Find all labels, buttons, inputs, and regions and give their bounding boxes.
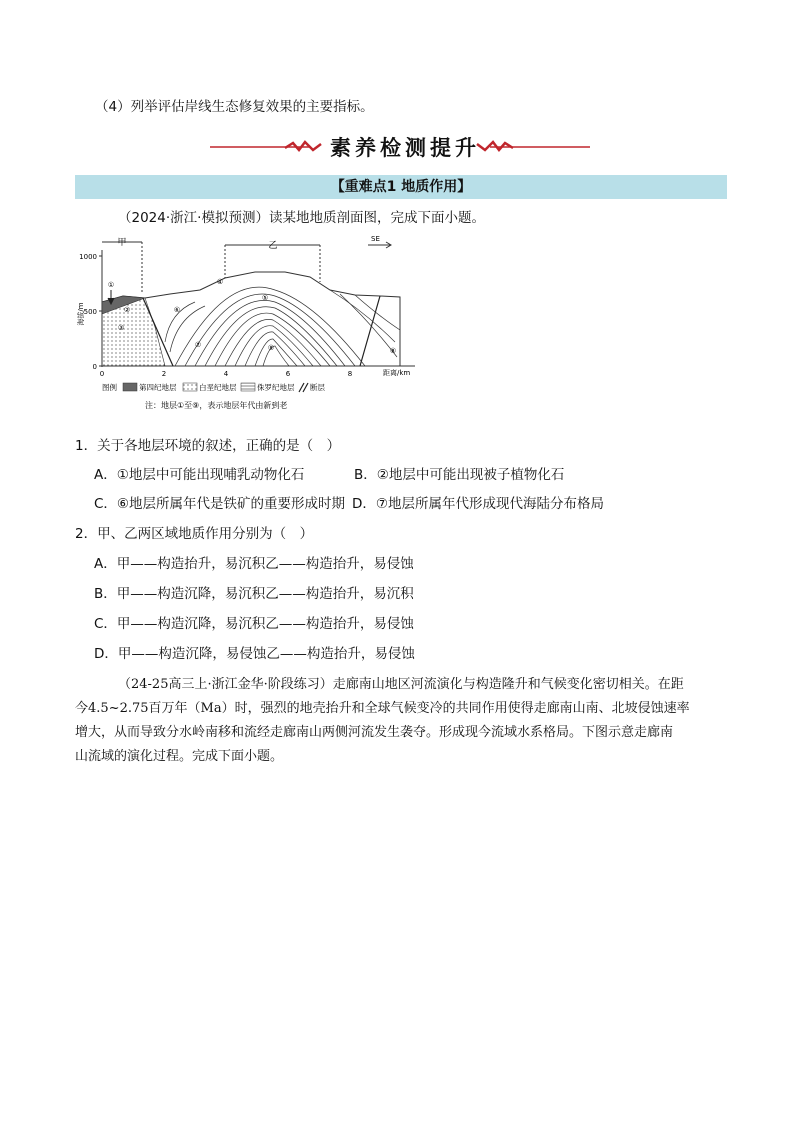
intro-text-2-line-2: 今4.5~2.75百万年（Ma）时，强烈的地壳抬升和全球气候变冷的共同作用使得走廊南山南、北坡侵蚀速率 (75, 701, 690, 716)
layer-label: ④ (216, 278, 224, 286)
question-1-option-c: C．⑥地层所属年代是铁矿的重要形成时期 (94, 496, 346, 512)
x-tick: 6 (285, 370, 291, 378)
y-tick: 1000 (79, 253, 97, 261)
topic-band (75, 175, 727, 199)
legend-label: 第四纪地层 (139, 383, 177, 392)
layer-label: ⑤ (261, 294, 269, 302)
layer-label: ⑨ (267, 344, 275, 352)
intro-text-2-line-1: （24-25高三上·浙江金华·阶段练习）走廊南山地区河流演化与构造隆升和气候变化密切相关。在距 (118, 677, 684, 692)
legend-prefix: 图例 (102, 383, 117, 392)
layer-label: ② (123, 306, 131, 314)
legend-swatch-fault (299, 383, 308, 392)
x-tick: 4 (223, 370, 229, 378)
layer-label: ⑦ (194, 341, 202, 349)
y-tick: 500 (83, 308, 97, 316)
intro-text-2-line-3: 增大，从而导致分水岭南移和流经走廊南山两侧河流发生袭夺。形成现今流域水系格局。下图示意走廊南 (75, 725, 674, 740)
x-tick: 0 (99, 370, 105, 378)
legend-swatch-cretaceous (183, 383, 197, 391)
legend-swatch-jurassic (241, 383, 255, 391)
geologic-profile-figure (75, 232, 435, 422)
question-2-option-c: C．甲——构造沉降，易沉积乙——构造抬升，易侵蚀 (94, 616, 414, 632)
question-2-option-b: B．甲——构造沉降，易沉积乙——构造抬升，易沉积 (94, 586, 414, 602)
legend-label: 白垩纪地层 (199, 383, 237, 392)
label-jia: 甲 (117, 238, 127, 248)
layer-label: ③ (117, 324, 125, 332)
legend-label: 侏罗纪地层 (257, 383, 295, 392)
figure-note: 注：地层①至⑨，表示地层年代由新到老 (145, 401, 288, 410)
question-1-stem: 1．关于各地层环境的叙述，正确的是（ ） (75, 438, 341, 454)
y-tick: 0 (92, 363, 97, 371)
question-2-stem: 2．甲、乙两区域地质作用分别为（ ） (75, 526, 314, 542)
label-yi: 乙 (268, 241, 278, 251)
question-4: （4）列举评估岸线生态修复效果的主要指标。 (95, 99, 374, 115)
x-tick: 8 (347, 370, 353, 378)
question-2-option-d: D．甲——构造沉降，易侵蚀乙——构造抬升，易侵蚀 (94, 646, 415, 662)
intro-text-2-line-4: 山流域的演化过程。完成下面小题。 (75, 749, 284, 764)
question-1-option-a: A．①地层中可能出现哺乳动物化石 (94, 467, 305, 483)
x-tick: 2 (161, 370, 167, 378)
question-1-option-d: D．⑦地层所属年代形成现代海陆分布格局 (352, 496, 604, 512)
intro-text-1: （2024·浙江·模拟预测）读某地地质剖面图，完成下面小题。 (118, 210, 485, 226)
question-2-option-a: A．甲——构造抬升，易沉积乙——构造抬升，易侵蚀 (94, 556, 414, 572)
layer-label: ⑥ (173, 306, 181, 314)
question-1-option-b: B．②地层中可能出现被子植物化石 (354, 467, 565, 483)
section-title: 素养检测提升 (330, 136, 480, 160)
direction-se: SE (371, 235, 380, 243)
legend-label: 断层 (310, 383, 325, 392)
y-axis-label: 海拔/m (77, 302, 85, 326)
layer-label: ① (107, 281, 115, 289)
x-axis-label: 距离/km (383, 369, 411, 377)
legend-swatch-quaternary (123, 383, 137, 391)
layer-label: ⑧ (389, 347, 397, 355)
topic-band-label: 【重难点1 地质作用】 (330, 179, 472, 195)
